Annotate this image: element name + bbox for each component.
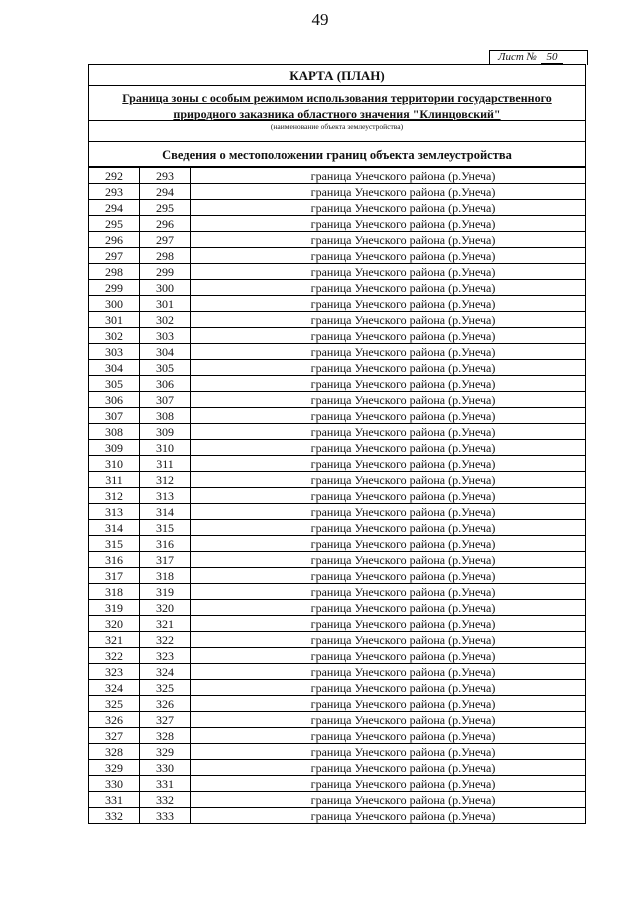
point-from-cell: 298 (89, 264, 140, 280)
point-to-cell: 309 (140, 424, 191, 440)
point-to-cell: 308 (140, 408, 191, 424)
point-from-cell: 315 (89, 536, 140, 552)
point-to-cell: 333 (140, 808, 191, 824)
table-row (89, 648, 586, 664)
point-to-cell: 323 (140, 648, 191, 664)
boundary-description-cell: граница Унечского района (р.Унеча) (191, 744, 586, 760)
boundary-description-cell: граница Унечского района (р.Унеча) (191, 808, 586, 824)
table-row (89, 728, 586, 744)
table-row (89, 264, 586, 280)
table-row (89, 584, 586, 600)
point-to-cell: 297 (140, 232, 191, 248)
point-from-cell: 307 (89, 408, 140, 424)
boundary-description-cell: граница Унечского района (р.Унеча) (191, 264, 586, 280)
boundary-description-cell: граница Унечского района (р.Унеча) (191, 728, 586, 744)
point-to-cell: 304 (140, 344, 191, 360)
point-to-cell: 327 (140, 712, 191, 728)
table-row (89, 232, 586, 248)
point-to-cell: 306 (140, 376, 191, 392)
point-to-cell: 318 (140, 568, 191, 584)
point-from-cell: 330 (89, 776, 140, 792)
boundary-description-cell: граница Унечского района (р.Унеча) (191, 584, 586, 600)
boundary-description-cell: граница Унечского района (р.Унеча) (191, 488, 586, 504)
point-to-cell: 328 (140, 728, 191, 744)
point-from-cell: 300 (89, 296, 140, 312)
divider (89, 120, 585, 121)
point-from-cell: 331 (89, 792, 140, 808)
point-to-cell: 332 (140, 792, 191, 808)
point-from-cell: 313 (89, 504, 140, 520)
point-from-cell: 327 (89, 728, 140, 744)
table-row (89, 776, 586, 792)
table-row (89, 744, 586, 760)
table-row (89, 760, 586, 776)
page-number: 49 (311, 10, 329, 29)
boundary-description-cell: граница Унечского района (р.Унеча) (191, 440, 586, 456)
boundary-description-cell: граница Унечского района (р.Унеча) (191, 360, 586, 376)
point-to-cell: 311 (140, 456, 191, 472)
boundary-description-cell: граница Унечского района (р.Унеча) (191, 456, 586, 472)
point-from-cell: 292 (89, 168, 140, 184)
table-row (89, 408, 586, 424)
point-to-cell: 314 (140, 504, 191, 520)
table-row (89, 808, 586, 824)
point-to-cell: 298 (140, 248, 191, 264)
point-from-cell: 329 (89, 760, 140, 776)
point-from-cell: 293 (89, 184, 140, 200)
point-to-cell: 307 (140, 392, 191, 408)
point-from-cell: 303 (89, 344, 140, 360)
point-to-cell: 322 (140, 632, 191, 648)
point-from-cell: 320 (89, 616, 140, 632)
point-to-cell: 319 (140, 584, 191, 600)
table-row (89, 360, 586, 376)
table-row (89, 536, 586, 552)
boundary-description-cell: граница Унечского района (р.Унеча) (191, 232, 586, 248)
document-title: КАРТА (ПЛАН) (289, 68, 385, 83)
point-from-cell: 308 (89, 424, 140, 440)
table-row (89, 792, 586, 808)
point-from-cell: 310 (89, 456, 140, 472)
point-from-cell: 326 (89, 712, 140, 728)
document-subtitle (89, 90, 585, 122)
point-from-cell: 299 (89, 280, 140, 296)
point-to-cell: 305 (140, 360, 191, 376)
boundary-table (88, 167, 586, 824)
table-row (89, 168, 586, 184)
table-row (89, 184, 586, 200)
boundary-description-cell: граница Унечского района (р.Унеча) (191, 536, 586, 552)
point-from-cell: 317 (89, 568, 140, 584)
table-row (89, 376, 586, 392)
point-to-cell: 293 (140, 168, 191, 184)
table-row (89, 712, 586, 728)
sheet-label: Лист № (498, 51, 537, 63)
point-to-cell: 295 (140, 200, 191, 216)
point-from-cell: 302 (89, 328, 140, 344)
point-to-cell: 294 (140, 184, 191, 200)
point-to-cell: 315 (140, 520, 191, 536)
table-row (89, 312, 586, 328)
point-to-cell: 299 (140, 264, 191, 280)
boundary-description-cell: граница Унечского района (р.Унеча) (191, 280, 586, 296)
boundary-description-cell: граница Унечского района (р.Унеча) (191, 504, 586, 520)
table-row (89, 600, 586, 616)
point-to-cell: 320 (140, 600, 191, 616)
point-from-cell: 332 (89, 808, 140, 824)
table-row (89, 296, 586, 312)
point-from-cell: 324 (89, 680, 140, 696)
sheet-number: 50 (541, 51, 563, 64)
boundary-description-cell: граница Унечского района (р.Унеча) (191, 632, 586, 648)
boundary-description-cell: граница Унечского района (р.Унеча) (191, 296, 586, 312)
boundary-description-cell: граница Унечского района (р.Унеча) (191, 712, 586, 728)
table-row (89, 200, 586, 216)
point-from-cell: 309 (89, 440, 140, 456)
point-to-cell: 303 (140, 328, 191, 344)
document-header (88, 64, 586, 167)
boundary-description-cell: граница Унечского района (р.Унеча) (191, 184, 586, 200)
boundary-description-cell: граница Унечского района (р.Унеча) (191, 680, 586, 696)
boundary-description-cell: граница Унечского района (р.Унеча) (191, 568, 586, 584)
point-to-cell: 325 (140, 680, 191, 696)
point-from-cell: 296 (89, 232, 140, 248)
point-from-cell: 297 (89, 248, 140, 264)
table-row (89, 696, 586, 712)
boundary-description-cell: граница Унечского района (р.Унеча) (191, 664, 586, 680)
boundary-description-cell: граница Унечского района (р.Унеча) (191, 328, 586, 344)
boundary-description-cell: граница Унечского района (р.Унеча) (191, 392, 586, 408)
table-row (89, 456, 586, 472)
boundary-description-cell: граница Унечского района (р.Унеча) (191, 376, 586, 392)
table-row (89, 280, 586, 296)
boundary-description-cell: граница Унечского района (р.Унеча) (191, 216, 586, 232)
point-to-cell: 296 (140, 216, 191, 232)
table-row (89, 440, 586, 456)
point-from-cell: 311 (89, 472, 140, 488)
boundary-description-cell: граница Унечского района (р.Унеча) (191, 792, 586, 808)
boundary-description-cell: граница Унечского района (р.Унеча) (191, 600, 586, 616)
point-from-cell: 316 (89, 552, 140, 568)
boundary-table-body (89, 168, 586, 824)
point-from-cell: 328 (89, 744, 140, 760)
point-to-cell: 331 (140, 776, 191, 792)
point-from-cell: 325 (89, 696, 140, 712)
point-to-cell: 316 (140, 536, 191, 552)
boundary-description-cell: граница Унечского района (р.Унеча) (191, 520, 586, 536)
boundary-description-cell: граница Унечского района (р.Унеча) (191, 472, 586, 488)
boundary-description-cell: граница Унечского района (р.Унеча) (191, 248, 586, 264)
point-from-cell: 319 (89, 600, 140, 616)
point-from-cell: 323 (89, 664, 140, 680)
subtitle-line-2: природного заказника областного значения "Клинцовский" (173, 107, 501, 121)
table-row (89, 344, 586, 360)
sheet-number-box (489, 50, 588, 65)
boundary-description-cell: граница Унечского района (р.Унеча) (191, 760, 586, 776)
point-from-cell: 305 (89, 376, 140, 392)
boundary-description-cell: граница Унечского района (р.Унеча) (191, 200, 586, 216)
point-from-cell: 318 (89, 584, 140, 600)
point-to-cell: 324 (140, 664, 191, 680)
divider (89, 141, 585, 142)
point-to-cell: 310 (140, 440, 191, 456)
boundary-description-cell: граница Унечского района (р.Унеча) (191, 648, 586, 664)
point-to-cell: 321 (140, 616, 191, 632)
boundary-description-cell: граница Унечского района (р.Унеча) (191, 168, 586, 184)
point-to-cell: 317 (140, 552, 191, 568)
point-from-cell: 321 (89, 632, 140, 648)
point-to-cell: 326 (140, 696, 191, 712)
point-to-cell: 329 (140, 744, 191, 760)
table-row (89, 424, 586, 440)
point-from-cell: 295 (89, 216, 140, 232)
point-from-cell: 312 (89, 488, 140, 504)
point-to-cell: 301 (140, 296, 191, 312)
table-row (89, 680, 586, 696)
boundary-description-cell: граница Унечского района (р.Унеча) (191, 424, 586, 440)
table-row (89, 504, 586, 520)
point-from-cell: 304 (89, 360, 140, 376)
point-to-cell: 302 (140, 312, 191, 328)
table-row (89, 664, 586, 680)
point-to-cell: 330 (140, 760, 191, 776)
table-row (89, 392, 586, 408)
point-to-cell: 313 (140, 488, 191, 504)
point-from-cell: 322 (89, 648, 140, 664)
divider (89, 85, 585, 86)
point-to-cell: 312 (140, 472, 191, 488)
table-row (89, 632, 586, 648)
boundary-description-cell: граница Унечского района (р.Унеча) (191, 616, 586, 632)
table-row (89, 216, 586, 232)
point-to-cell: 300 (140, 280, 191, 296)
table-row (89, 248, 586, 264)
boundary-description-cell: граница Унечского района (р.Унеча) (191, 344, 586, 360)
table-row (89, 328, 586, 344)
table-row (89, 568, 586, 584)
point-from-cell: 314 (89, 520, 140, 536)
point-from-cell: 301 (89, 312, 140, 328)
boundary-description-cell: граница Унечского района (р.Унеча) (191, 408, 586, 424)
table-row (89, 552, 586, 568)
boundary-description-cell: граница Унечского района (р.Унеча) (191, 552, 586, 568)
section-title: Сведения о местоположении границ объекта землеустройства (162, 148, 512, 162)
table-row (89, 488, 586, 504)
boundary-description-cell: граница Унечского района (р.Унеча) (191, 696, 586, 712)
table-row (89, 520, 586, 536)
table-row (89, 616, 586, 632)
point-from-cell: 294 (89, 200, 140, 216)
boundary-description-cell: граница Унечского района (р.Унеча) (191, 312, 586, 328)
object-caption: (наименование объекта землеустройства) (270, 122, 404, 131)
boundary-description-cell: граница Унечского района (р.Унеча) (191, 776, 586, 792)
table-row (89, 472, 586, 488)
subtitle-line-1: Граница зоны с особым режимом использования территории государственного (122, 91, 552, 105)
point-from-cell: 306 (89, 392, 140, 408)
